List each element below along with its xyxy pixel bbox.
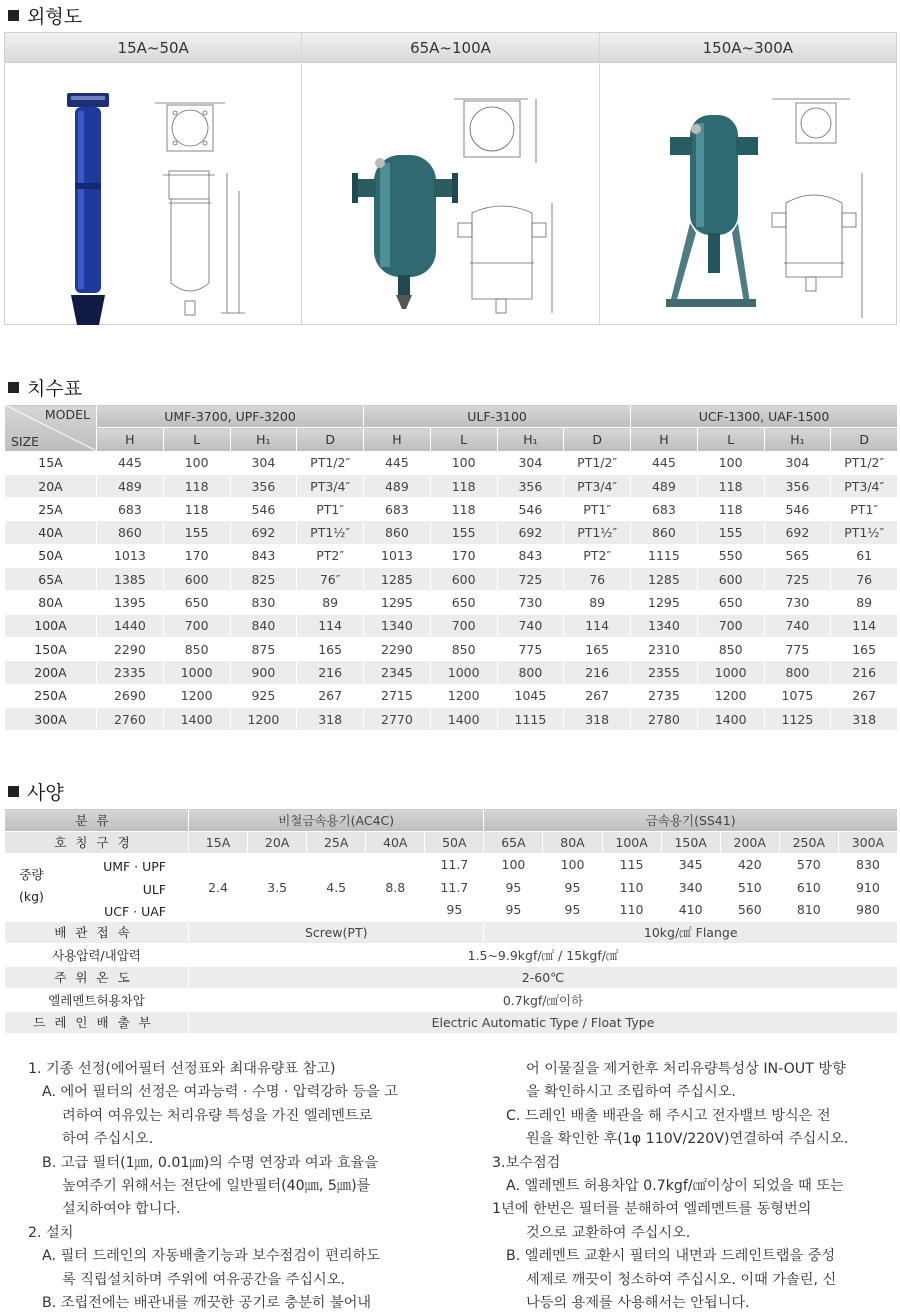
note-line: 설치하여야 합니다. (62, 1201, 181, 1218)
dimension-cell: 118 (163, 474, 230, 497)
dimension-cell: 1200 (430, 684, 497, 707)
dimension-cell: 89 (297, 591, 364, 614)
spec-section-title (8, 778, 64, 805)
note-line: 세제로 깨끗이 청소하여 주십시오. 이때 가솔린, 신 (526, 1271, 837, 1288)
dimension-cell: 1125 (764, 707, 831, 730)
spec-size-cell: 300A (838, 831, 897, 854)
dimension-cell: 1395 (97, 591, 164, 614)
large-filter-illustration (600, 63, 897, 325)
dimension-cell: 304 (764, 451, 831, 474)
dimension-cell: PT2″ (297, 544, 364, 567)
size-cell: 15A (5, 451, 97, 474)
weight-cell: 2.4 (189, 876, 248, 899)
dimension-cell: PT3/4″ (831, 474, 898, 497)
dimension-cell: 2780 (631, 707, 698, 730)
outline-col-medium (302, 33, 599, 324)
dimension-cell: 89 (564, 591, 631, 614)
weight-cell: 420 (720, 854, 779, 877)
size-cell: 50A (5, 544, 97, 567)
model-label: MODEL (44, 407, 90, 422)
dimension-cell: 216 (564, 661, 631, 684)
weight-cell: 410 (661, 899, 720, 922)
spec-weight-label: 중량 (19, 867, 44, 882)
col-header: L (697, 428, 764, 451)
dimension-cell: 546 (764, 498, 831, 521)
spec-pressure: 1.5~9.9kgf/㎠ / 15kgf/㎠ (189, 944, 898, 967)
spec-size-cell: 25A (307, 831, 366, 854)
spec-weight-unit: (kg) (19, 889, 44, 904)
dimension-cell: 118 (163, 498, 230, 521)
dimension-cell: 800 (497, 661, 564, 684)
dimension-cell: 76 (564, 568, 631, 591)
dimension-cell: 692 (764, 521, 831, 544)
dimension-cell: 725 (497, 568, 564, 591)
outline-panel (4, 32, 897, 325)
dimension-cell: 2345 (364, 661, 431, 684)
dimension-cell: 650 (163, 591, 230, 614)
dimension-cell: 170 (430, 544, 497, 567)
weight-cell: 340 (661, 876, 720, 899)
dimension-cell: 2290 (364, 637, 431, 660)
dimension-cell: 546 (230, 498, 297, 521)
spec-label-size: 호칭구경 (5, 831, 189, 854)
dimension-cell: PT3/4″ (564, 474, 631, 497)
dimension-cell: 2735 (631, 684, 698, 707)
size-label: SIZE (11, 433, 40, 449)
note-line: 나등의 용제를 사용해서는 안됩니다. (526, 1295, 750, 1312)
dimension-cell: PT1/2″ (297, 451, 364, 474)
spec-title-text: 사양 (27, 782, 64, 804)
dimension-cell: PT1″ (297, 498, 364, 521)
dimension-cell: 700 (430, 614, 497, 637)
weight-row-label-umf: UMF · UPF (103, 859, 166, 874)
dimension-cell: 356 (497, 474, 564, 497)
dimension-cell: 76 (831, 568, 898, 591)
weight-cell: 4.5 (307, 876, 366, 899)
spec-size-cell: 50A (425, 831, 484, 854)
weight-row-label-ucf: UCF · UAF (104, 904, 166, 919)
dimension-cell: 155 (430, 521, 497, 544)
weight-cell: 810 (779, 899, 838, 922)
spec-size-cell: 80A (543, 831, 602, 854)
spec-label-diffp: 엘레멘트허용차압 (5, 989, 189, 1012)
dimension-row (5, 707, 898, 730)
dimension-cell: 850 (430, 637, 497, 660)
bullet-square-icon (8, 10, 19, 21)
large-filter-photo-icon (666, 115, 758, 307)
dimension-cell: 118 (430, 498, 497, 521)
dimension-cell: 1000 (163, 661, 230, 684)
spec-temp: 2-60℃ (189, 966, 898, 989)
large-filter-drawing-icon (772, 99, 862, 318)
dimension-cell: 267 (564, 684, 631, 707)
weight-cell: 560 (720, 899, 779, 922)
col-header: L (163, 428, 230, 451)
dimension-cell: 550 (697, 544, 764, 567)
outline-title-text: 외형도 (27, 6, 83, 28)
weight-cell: 100 (484, 854, 543, 877)
dimension-cell: 356 (230, 474, 297, 497)
dimension-cell: 860 (364, 521, 431, 544)
bullet-square-icon (8, 382, 19, 393)
weight-cell: 610 (779, 876, 838, 899)
weight-cell: 95 (484, 876, 543, 899)
outline-section-title (8, 2, 82, 29)
dimension-cell: 1400 (430, 707, 497, 730)
dimension-cell: 170 (163, 544, 230, 567)
dimension-cell: 2715 (364, 684, 431, 707)
dimension-cell: PT1/2″ (831, 451, 898, 474)
dimension-cell: 1400 (697, 707, 764, 730)
dimension-cell: 730 (497, 591, 564, 614)
dimension-cell: 165 (297, 637, 364, 660)
dimension-cell: 2310 (631, 637, 698, 660)
dimension-cell: 445 (364, 451, 431, 474)
weight-cell: 100 (543, 854, 602, 877)
note-line: 을 확인하시고 조립하여 주십시오. (526, 1084, 736, 1101)
dimension-cell: 683 (364, 498, 431, 521)
dimension-cell: 775 (497, 637, 564, 660)
size-cell: 20A (5, 474, 97, 497)
dimension-cell: 565 (764, 544, 831, 567)
note-line: A. 엘레멘트 허용차압 0.7kgf/㎠이상이 되었을 때 또는 (506, 1178, 844, 1195)
spec-size-cell: 150A (661, 831, 720, 854)
dimension-cell: 825 (230, 568, 297, 591)
spec-size-cell: 200A (720, 831, 779, 854)
dimension-cell: 1340 (364, 614, 431, 637)
spec-label-drain: 드레인배출부 (5, 1011, 189, 1034)
dimension-cell: 683 (97, 498, 164, 521)
dimension-cell: 76″ (297, 568, 364, 591)
dimension-row (5, 614, 898, 637)
spec-size-cell: 250A (779, 831, 838, 854)
spec-label-pressure: 사용압력/내압력 (5, 944, 189, 967)
dimension-cell: 2355 (631, 661, 698, 684)
col-header: H (97, 428, 164, 451)
weight-cell: 510 (720, 876, 779, 899)
spec-size-cell: 15A (189, 831, 248, 854)
dimension-cell: 318 (831, 707, 898, 730)
dimension-cell: 445 (97, 451, 164, 474)
dimension-cell: 900 (230, 661, 297, 684)
note-line: 것으로 교환하여 주십시오. (526, 1224, 691, 1241)
dimension-row (5, 521, 898, 544)
dimension-cell: 155 (697, 521, 764, 544)
col-header: D (297, 428, 364, 451)
dimension-cell: 165 (564, 637, 631, 660)
dimension-cell: 216 (831, 661, 898, 684)
weight-cell: 115 (602, 854, 661, 877)
dimension-cell: 740 (764, 614, 831, 637)
dimension-cell: 1200 (163, 684, 230, 707)
outline-col-small (5, 33, 302, 324)
bullet-square-icon (8, 786, 19, 797)
dimension-cell: 600 (430, 568, 497, 591)
dimension-cell: 304 (497, 451, 564, 474)
dimension-cell: 445 (631, 451, 698, 474)
dimension-cell: 267 (831, 684, 898, 707)
dimension-cell: 860 (97, 521, 164, 544)
spec-pipe-a: Screw(PT) (189, 921, 484, 944)
note-line: 려하여 여유있는 처리유량 특성을 가진 엘레멘트로 (62, 1107, 373, 1124)
dimension-cell: 318 (564, 707, 631, 730)
dimension-cell: 725 (764, 568, 831, 591)
dimension-cell: 489 (631, 474, 698, 497)
dimension-cell: 800 (764, 661, 831, 684)
dimension-row (5, 498, 898, 521)
spec-label-class: 분류 (5, 809, 189, 832)
model-header: ULF-3100 (364, 405, 631, 428)
dimension-cell: 114 (297, 614, 364, 637)
dimension-cell: 216 (297, 661, 364, 684)
dimension-cell: 925 (230, 684, 297, 707)
size-cell: 300A (5, 707, 97, 730)
dimension-row (5, 637, 898, 660)
dimension-title-text: 치수표 (27, 378, 83, 400)
dimension-cell: 692 (497, 521, 564, 544)
dimension-cell: 1440 (97, 614, 164, 637)
dimension-cell: 546 (497, 498, 564, 521)
note-line: B. 조립전에는 배관내를 깨끗한 공기로 충분히 불어내 (42, 1295, 372, 1312)
size-cell: 25A (5, 498, 97, 521)
dimension-cell: 650 (697, 591, 764, 614)
col-header: D (831, 428, 898, 451)
dimension-row (5, 474, 898, 497)
dimension-cell: 118 (697, 474, 764, 497)
weight-cell: 110 (602, 876, 661, 899)
dimension-cell: 740 (497, 614, 564, 637)
weight-cell: 95 (543, 876, 602, 899)
dimension-row (5, 661, 898, 684)
dimension-cell: 850 (697, 637, 764, 660)
col-header: D (564, 428, 631, 451)
dimension-cell: 600 (163, 568, 230, 591)
size-cell: 250A (5, 684, 97, 707)
spec-diffp: 0.7kgf/㎠이하 (189, 989, 898, 1012)
dimension-row (5, 451, 898, 474)
spec-label-pipe: 배관접속 (5, 921, 189, 944)
col-header: H₁ (230, 428, 297, 451)
dimension-cell: 318 (297, 707, 364, 730)
dimension-cell: 114 (564, 614, 631, 637)
model-header: UMF-3700, UPF-3200 (97, 405, 364, 428)
col-header: H (364, 428, 431, 451)
spec-size-cell: 20A (248, 831, 307, 854)
dimension-cell: 2335 (97, 661, 164, 684)
dimension-cell: 1295 (631, 591, 698, 614)
note-line: 1. 기종 선정(에어필터 선정표와 최대유량표 참고) (28, 1061, 336, 1077)
dimension-cell: 489 (97, 474, 164, 497)
dimension-cell: 650 (430, 591, 497, 614)
dimension-cell: 1340 (631, 614, 698, 637)
dimension-cell: 89 (831, 591, 898, 614)
dimension-cell: 875 (230, 637, 297, 660)
dimension-cell: PT1″ (564, 498, 631, 521)
weight-cell: 910 (838, 876, 897, 899)
size-cell: 40A (5, 521, 97, 544)
size-cell: 100A (5, 614, 97, 637)
dimension-cell: 850 (163, 637, 230, 660)
dimension-cell: 2290 (97, 637, 164, 660)
col-header: H (631, 428, 698, 451)
weight-cell: 980 (838, 899, 897, 922)
dimension-cell: 840 (230, 614, 297, 637)
dimension-cell: 1115 (497, 707, 564, 730)
dimension-cell: 683 (631, 498, 698, 521)
dimension-cell: 114 (831, 614, 898, 637)
dimension-cell: PT1½″ (564, 521, 631, 544)
dimension-table (4, 404, 898, 731)
model-header: UCF-1300, UAF-1500 (631, 405, 898, 428)
medium-filter-drawing-icon (454, 99, 552, 313)
dimension-cell: PT1/2″ (564, 451, 631, 474)
dimension-cell: 700 (697, 614, 764, 637)
dimension-cell: 860 (631, 521, 698, 544)
dimension-section-title (8, 374, 82, 401)
note-line: 하여 주십시오. (62, 1131, 154, 1148)
dimension-cell: 1000 (430, 661, 497, 684)
spec-pipe-b: 10kg/㎠ Flange (484, 921, 898, 944)
dimension-row (5, 684, 898, 707)
model-size-corner-cell (5, 405, 97, 452)
dimension-cell: PT1½″ (297, 521, 364, 544)
dimension-cell: 100 (430, 451, 497, 474)
weight-cell: 110 (602, 899, 661, 922)
dimension-cell: 700 (163, 614, 230, 637)
blue-filter-photo-icon (67, 93, 109, 325)
dimension-cell: 1400 (163, 707, 230, 730)
dimension-cell: 1200 (230, 707, 297, 730)
spec-size-cell: 100A (602, 831, 661, 854)
weight-cell: 830 (838, 854, 897, 877)
weight-row-label-ulf: ULF (142, 881, 166, 897)
weight-cell: 3.5 (248, 876, 307, 899)
notes-left-column (28, 1058, 398, 1315)
note-line: C. 드레인 배출 배관을 해 주시고 전자밸브 방식은 전 (506, 1107, 831, 1124)
spec-label-temp: 주위온도 (5, 966, 189, 989)
weight-cell: 345 (661, 854, 720, 877)
dimension-cell: 730 (764, 591, 831, 614)
dimension-row (5, 591, 898, 614)
dimension-cell: 1115 (631, 544, 698, 567)
dimension-cell: 118 (430, 474, 497, 497)
dimension-cell: 304 (230, 451, 297, 474)
small-filter-illustration (5, 63, 302, 325)
col-header: L (430, 428, 497, 451)
dimension-cell: 100 (163, 451, 230, 474)
dimension-cell: 1045 (497, 684, 564, 707)
dimension-cell: 2690 (97, 684, 164, 707)
dimension-cell: 356 (764, 474, 831, 497)
weight-cell: 11.7 (425, 854, 484, 877)
note-line: 3.보수점검 (492, 1154, 561, 1171)
dimension-cell: 1285 (364, 568, 431, 591)
weight-cell: 95 (425, 899, 484, 922)
dimension-cell: 100 (697, 451, 764, 474)
weight-cell: 11.7 (425, 876, 484, 899)
dimension-row (5, 568, 898, 591)
weight-cell: 95 (484, 899, 543, 922)
spec-drain: Electric Automatic Type / Float Type (189, 1011, 898, 1034)
outline-col-large (600, 33, 896, 324)
dimension-cell: 1295 (364, 591, 431, 614)
dimension-cell: PT1½″ (831, 521, 898, 544)
size-cell: 80A (5, 591, 97, 614)
dimension-cell: 692 (230, 521, 297, 544)
dimension-cell: PT1″ (831, 498, 898, 521)
spec-size-cell: 65A (484, 831, 543, 854)
dimension-cell: 600 (697, 568, 764, 591)
spec-table (4, 808, 898, 1034)
dimension-cell: 1385 (97, 568, 164, 591)
dimension-cell: 1285 (631, 568, 698, 591)
note-line: A. 에어 필터의 선정은 여과능력 · 수명 · 압력강하 등을 고 (42, 1084, 398, 1101)
dimension-cell: 267 (297, 684, 364, 707)
dimension-cell: 843 (497, 544, 564, 567)
dimension-cell: 843 (230, 544, 297, 567)
weight-cell: 570 (779, 854, 838, 877)
outline-col-header: 65A~100A (302, 33, 598, 63)
dimension-cell: 1075 (764, 684, 831, 707)
dimension-cell: 1013 (97, 544, 164, 567)
dimension-cell: 118 (697, 498, 764, 521)
size-cell: 65A (5, 568, 97, 591)
dimension-cell: 489 (364, 474, 431, 497)
col-header: H₁ (497, 428, 564, 451)
note-line: B. 엘레멘트 교환시 필터의 내면과 드레인트랩을 중성 (506, 1248, 836, 1265)
dimension-cell: 2770 (364, 707, 431, 730)
col-header: H₁ (764, 428, 831, 451)
note-line: 록 직립설치하며 주위에 여유공간을 주십시오. (62, 1271, 345, 1288)
dimension-cell: 1013 (364, 544, 431, 567)
small-filter-drawing-icon (155, 103, 245, 315)
note-line: A. 필터 드레인의 자동배출기능과 보수점검이 편리하도 (42, 1248, 381, 1265)
spec-size-cell: 40A (366, 831, 425, 854)
dimension-cell: 1000 (697, 661, 764, 684)
size-cell: 150A (5, 637, 97, 660)
note-line: 원을 확인한 후(1φ 110V/220V)연결하여 주십시오. (526, 1131, 849, 1148)
dimension-cell: 2760 (97, 707, 164, 730)
dimension-cell: 830 (230, 591, 297, 614)
note-line: 1년에 한번은 필터를 분해하여 엘레멘트를 동형번의 (492, 1201, 812, 1218)
note-line: 높여주기 위해서는 전단에 일반필터(40㎛, 5㎛)를 (62, 1178, 371, 1195)
outline-col-header: 150A~300A (600, 33, 896, 63)
dimension-row (5, 544, 898, 567)
spec-metal-header: 금속용기(SS41) (484, 809, 898, 832)
note-line: B. 고급 필터(1㎛, 0.01㎛)의 수명 연장과 여과 효율을 (42, 1154, 378, 1171)
spec-weight-label-cell (5, 854, 189, 922)
teal-filter-photo-icon (352, 155, 458, 309)
dimension-cell: PT2″ (564, 544, 631, 567)
weight-cell: 8.8 (366, 876, 425, 899)
dimension-cell: 155 (163, 521, 230, 544)
dimension-cell: PT3/4″ (297, 474, 364, 497)
medium-filter-illustration (302, 63, 599, 325)
note-line: 어 이물질을 제거한후 처리유량특성상 IN-OUT 방향 (526, 1061, 846, 1077)
dimension-cell: 61 (831, 544, 898, 567)
size-cell: 200A (5, 661, 97, 684)
dimension-cell: 1200 (697, 684, 764, 707)
dimension-cell: 165 (831, 637, 898, 660)
weight-cell: 95 (543, 899, 602, 922)
dimension-cell: 775 (764, 637, 831, 660)
outline-col-header: 15A~50A (5, 33, 301, 63)
note-line: 2. 설치 (28, 1224, 74, 1241)
notes-right-column (492, 1058, 848, 1315)
spec-nonferrous-header: 비철금속용기(AC4C) (189, 809, 484, 832)
